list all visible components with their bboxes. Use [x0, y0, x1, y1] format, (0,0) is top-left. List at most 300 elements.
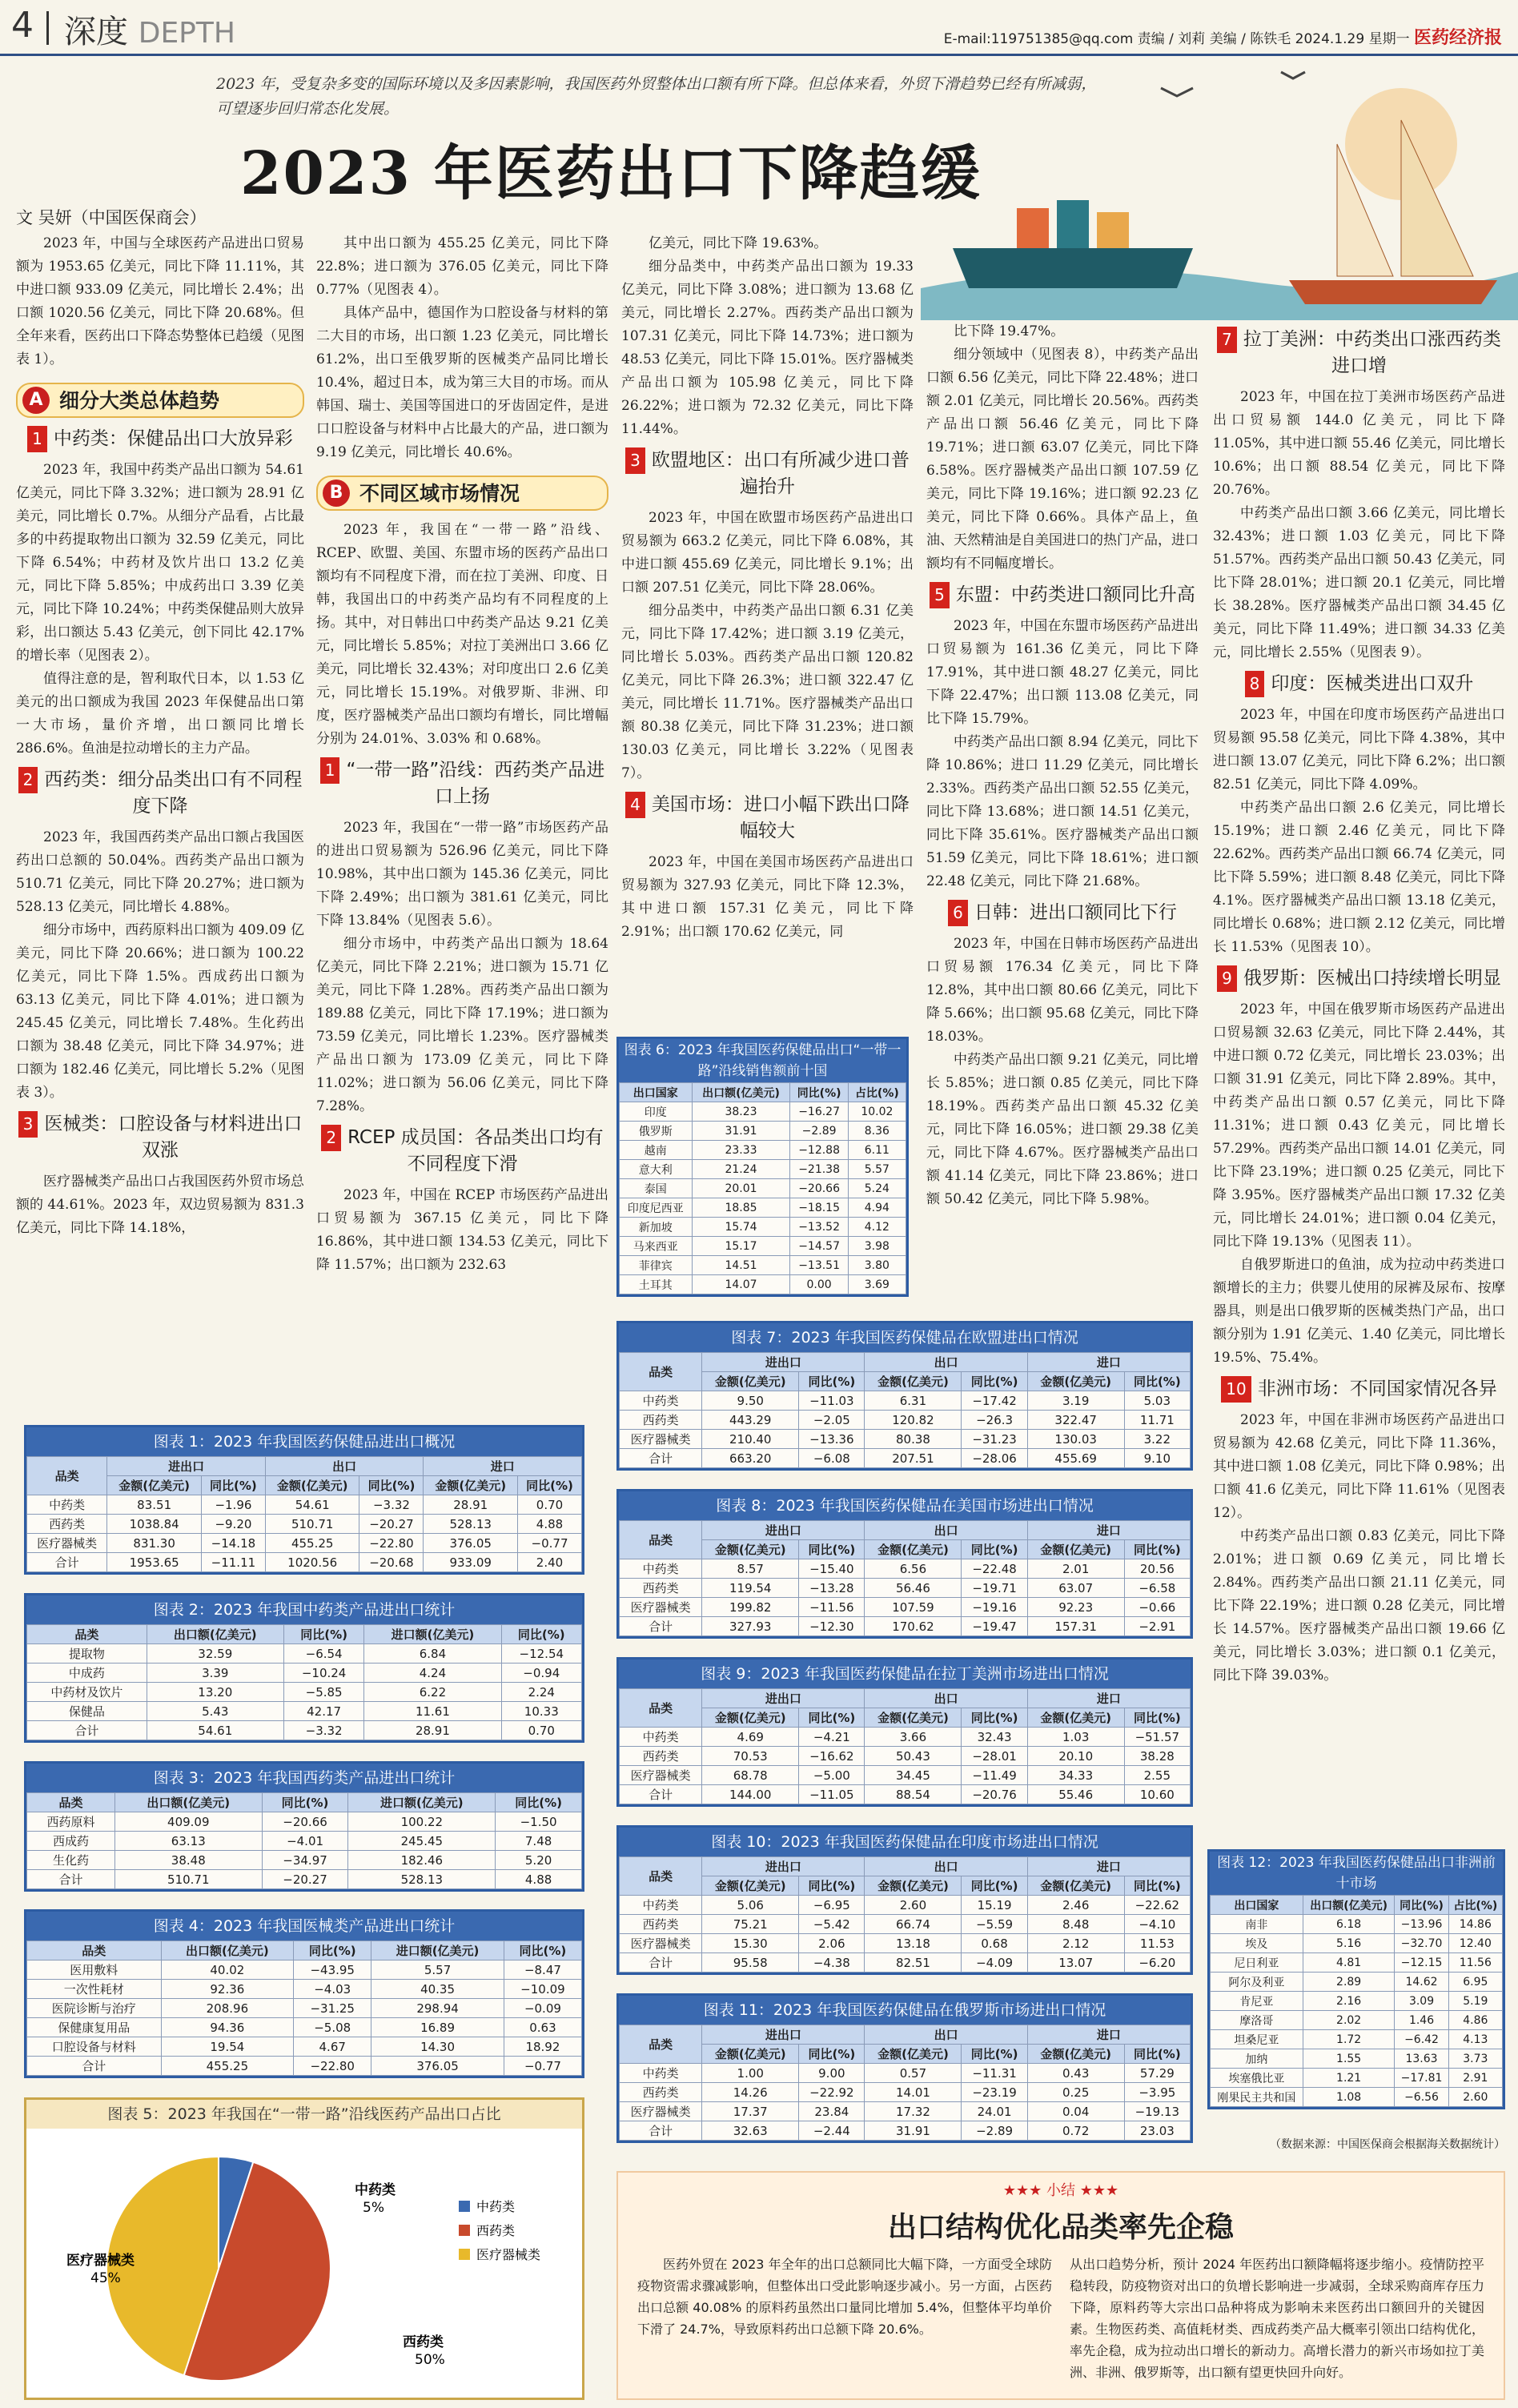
table-cell: −16.62 — [799, 1747, 865, 1766]
table-cell: −19.47 — [962, 1617, 1027, 1636]
paragraph: 细分领域中（见图表 8），中药类产品出口额 6.56 亿美元，同比下降 22.48%；进口额 2.01 亿美元，同比增长 20.56%。西药类产品出口额 56.46 亿美元，同比下降 19.71%；进口额 63.07 亿美元，同比下降 6.58%。医疗器械类产品出口额 107.59 亿美元，同比下降 19.16%；进口额 92.23 亿美元，同比下降 0.66%。具体产品上，鱼油、天然精油是自美国进口的热门产品，进口额均有不同幅度增长。 — [926, 347, 1199, 572]
table-cell: −0.66 — [1124, 1598, 1190, 1617]
lead-paragraph: 2023 年，受复杂多变的国际环境以及多因素影响，我国医药外贸整体出口额有所下降。但总体来看，外贸下滑趋势已经有所减弱，可望逐步回归常态化发展。 — [216, 75, 1097, 118]
table-cell: 55.46 — [1027, 1785, 1124, 1804]
table-cell: 327.93 — [702, 1617, 799, 1636]
table-row — [620, 1915, 1191, 1934]
table-cell: −31.25 — [294, 1999, 371, 2018]
table-cell: 南非 — [1211, 1915, 1303, 1934]
col-header: 金额(亿美元) — [1027, 2045, 1124, 2064]
table-row — [620, 1579, 1191, 1598]
table-cell: 13.20 — [147, 1683, 283, 1702]
col-header: 同比(%) — [1395, 1896, 1448, 1915]
table-cell: 207.51 — [865, 1449, 962, 1468]
table-cell: 455.25 — [161, 2057, 294, 2076]
col-header: 金额(亿美元) — [865, 1372, 962, 1391]
table-cell: −13.51 — [790, 1256, 848, 1275]
table-cell: 4.88 — [518, 1515, 582, 1534]
col-header: 进出口 — [702, 1353, 865, 1372]
table-cell: 40.35 — [371, 1980, 504, 1999]
table-cell: 2.55 — [1124, 1766, 1190, 1785]
summary-box — [616, 2171, 1505, 2400]
table-cell: 4.67 — [294, 2037, 371, 2057]
data-table — [619, 1352, 1191, 1468]
table-cell: −2.05 — [799, 1411, 865, 1430]
subheading — [926, 582, 1199, 608]
table-row — [620, 1785, 1191, 1804]
col-header: 品类 — [620, 1689, 702, 1728]
col-header: 进出口 — [702, 2025, 865, 2045]
table-cell: −0.77 — [518, 1534, 582, 1553]
paragraph: 2023 年，中国在俄罗斯市场医药产品进出口贸易额 32.63 亿美元，同比下降 2.44%，其中进口额 0.72 亿美元，同比增长 23.03%；出口额 31.91 亿美元，同比下降 2.89%。其中，中药类产品出口额 0.57 亿美元，同比下降 11.31%；进口额 0.43 亿美元，同比增长 57.29%。西药类产品出口额 14.01 亿美元，同比下降 23.19%；进口额 0.25 亿美元，同比下降 3.95%。医疗器械类产品出口额 17.32 亿美元，同比增长 24.01%；进口额 0.04 亿美元，同比下降 19.13%（见图表 11）。 — [1213, 1001, 1505, 1250]
chart-title: 图表 5：2023 年我国在“一带一路”沿线医药产品出口占比 — [26, 2100, 582, 2129]
paragraph: 医疗器械类产品出口占我国医药外贸市场总额的 44.61%。2023 年，双边贸易额为 831.3 亿美元，同比下降 14.18%， — [16, 1174, 304, 1236]
col-header: 品类 — [620, 1857, 702, 1896]
col-header: 金额(亿美元) — [702, 1876, 799, 1896]
legend-swatch — [459, 2225, 470, 2236]
table-cell: −0.94 — [501, 1664, 581, 1683]
table-cell: 120.82 — [865, 1411, 962, 1430]
paragraph: 细分品类中，中药类产品出口额为 19.33 亿美元，同比下降 3.08%；进口额为 13.68 亿美元，同比增长 2.27%。西药类产品出口额为 107.31 亿美元，同比下降 14.73%；进口额为 48.53 亿美元，同比下降 15.01%。医疗器械类产品出口额为 105.98 亿美元，同比下降 26.22%；进口额为 72.32 亿美元，同比下降 11.44%。 — [621, 259, 914, 437]
table-cell: −2.91 — [1124, 1617, 1190, 1636]
table-cell: 18.92 — [504, 2037, 581, 2057]
table-cell: 合计 — [27, 1553, 107, 1572]
table-cell: −1.96 — [201, 1495, 265, 1515]
table-row — [620, 1598, 1191, 1617]
table-cell: 2.12 — [1027, 1934, 1124, 1953]
table-cell: 1953.65 — [107, 1553, 202, 1572]
section-heading-b — [316, 476, 608, 511]
table-cell: 144.00 — [702, 1785, 799, 1804]
table-cell: 3.80 — [848, 1256, 906, 1275]
table-title: 图表 12：2023 年我国医药保健品出口非洲前十市场 — [1210, 1852, 1503, 1895]
col-header: 同比(%) — [1124, 2045, 1190, 2064]
table-title: 图表 11：2023 年我国医药保健品在俄罗斯市场进出口情况 — [619, 1996, 1191, 2025]
table-row — [620, 1141, 906, 1160]
table-cell: 66.74 — [865, 1915, 962, 1934]
table-cell: 11.71 — [1124, 1411, 1190, 1430]
legend-item: 西药类 — [476, 2223, 516, 2238]
table-row — [620, 1559, 1191, 1579]
table-cell: 28.91 — [364, 1721, 501, 1740]
table-cell: 14.51 — [692, 1256, 790, 1275]
table-row — [620, 1237, 906, 1256]
table-cell: 西药类 — [620, 1747, 702, 1766]
table-row — [1211, 1953, 1503, 1973]
table-row — [27, 1721, 582, 1740]
table-cell: −11.11 — [201, 1553, 265, 1572]
subheading — [621, 792, 914, 845]
table-row — [27, 1851, 582, 1870]
sub-text: 非洲市场：不同国家情况各异 — [1257, 1379, 1497, 1399]
table-cell: 23.84 — [799, 2102, 865, 2121]
table-cell: 0.04 — [1027, 2102, 1124, 2121]
sub-number: 5 — [930, 582, 950, 608]
page-number: 4 — [11, 5, 34, 46]
header-meta — [944, 24, 1502, 49]
table-cell: 3.73 — [1448, 2049, 1502, 2069]
table-cell: 中药类 — [27, 1495, 107, 1515]
table-cell: 西药类 — [27, 1515, 107, 1534]
col-header: 同比(%) — [496, 1793, 582, 1812]
table-row — [620, 1766, 1191, 1785]
table-cell: −14.57 — [790, 1237, 848, 1256]
table-7 — [616, 1321, 1193, 1471]
table-cell: 提取物 — [27, 1644, 147, 1664]
data-table — [26, 1940, 582, 2076]
sub-text: RCEP 成员国：各品类出口均有不同程度下滑 — [347, 1127, 604, 1174]
table-row — [27, 1961, 582, 1980]
table-cell: 5.20 — [496, 1851, 582, 1870]
table-cell: −14.18 — [201, 1534, 265, 1553]
paragraph: 2023 年，我国中药类产品出口额为 54.61 亿美元，同比下降 3.32%；进口额为 28.91 亿美元，同比增长 0.7%。从细分产品看，占比最多的中药提取物出口额为 32.59 亿美元，同比下降 6.54%；中药材及饮片出口 13.2 亿美元，同比下降 5.85%；中成药出口 3.39 亿美元，同比下降 10.24%；中药类保健品则大放异彩，出口额达 5.43 亿美元，创下同比 42.17% 的增长率（见图表 2）。 — [16, 462, 304, 664]
table-cell: −4.38 — [799, 1953, 865, 1973]
table-cell: 0.70 — [501, 1721, 581, 1740]
table-row — [620, 1896, 1191, 1915]
table-cell: −22.48 — [962, 1559, 1027, 1579]
section-heading-a — [16, 383, 304, 418]
table-cell: −2.44 — [799, 2121, 865, 2141]
data-table — [619, 1082, 906, 1294]
table-cell: 保健康复用品 — [27, 2018, 162, 2037]
table-cell: −5.08 — [294, 2018, 371, 2037]
table-1 — [24, 1425, 584, 1575]
table-cell: −6.58 — [1124, 1579, 1190, 1598]
table-cell: 24.01 — [962, 2102, 1027, 2121]
col-header: 占比(%) — [1448, 1896, 1502, 1915]
col-header: 出口国家 — [620, 1083, 693, 1102]
subheading — [1213, 671, 1505, 697]
label-western-pct: 50% — [415, 2352, 445, 2368]
table-cell: 菲律宾 — [620, 1256, 693, 1275]
table-cell: 土耳其 — [620, 1275, 693, 1294]
table-row — [620, 1275, 906, 1294]
sub-number: 7 — [1217, 327, 1237, 353]
table-row — [620, 2102, 1191, 2121]
table-12 — [1207, 1849, 1505, 2109]
table-cell: −11.05 — [799, 1785, 865, 1804]
paragraph: 2023 年，中国在日韩市场医药产品进出口贸易额 176.34 亿美元，同比下降 12.8%，其中出口额 80.66 亿美元，同比下降 5.66%；出口额 95.68 亿美元，同比下降 18.03%。 — [926, 936, 1199, 1045]
table-cell: 119.54 — [702, 1579, 799, 1598]
data-table — [26, 1624, 582, 1740]
col-header: 金额(亿美元) — [702, 1372, 799, 1391]
table-row — [620, 1160, 906, 1179]
table-cell: −4.10 — [1124, 1915, 1190, 1934]
table-cell: 32.63 — [702, 2121, 799, 2141]
table-cell: 376.05 — [371, 2057, 504, 2076]
table-cell: 6.18 — [1303, 1915, 1395, 1934]
col-header: 同比(%) — [799, 2045, 865, 2064]
table-cell: 376.05 — [424, 1534, 518, 1553]
table-cell: −3.32 — [283, 1721, 363, 1740]
col-header: 出口 — [865, 1689, 1027, 1708]
table-title: 图表 7：2023 年我国医药保健品在欧盟进出口情况 — [619, 1323, 1191, 1352]
table-cell: −34.97 — [262, 1851, 348, 1870]
sub-text: 印度：医械类进出口双升 — [1271, 673, 1474, 694]
table-6 — [616, 1037, 909, 1297]
table-cell: −12.54 — [501, 1644, 581, 1664]
table-cell: 10.33 — [501, 1702, 581, 1721]
table-row — [1211, 2069, 1503, 2088]
legend-swatch — [459, 2201, 470, 2212]
chart-5 — [24, 2097, 584, 2400]
table-cell: 31.91 — [692, 1122, 790, 1141]
paragraph: 2023 年，中国在东盟市场医药产品进出口贸易额为 161.36 亿美元，同比下降 17.91%，其中进口额 48.27 亿美元，同比下降 22.47%；出口额 113.08 亿美元，同比下降 15.79%。 — [926, 618, 1199, 727]
table-cell: 31.91 — [865, 2121, 962, 2141]
table-cell: 5.57 — [371, 1961, 504, 1980]
table-cell: 2.01 — [1027, 1559, 1124, 1579]
table-cell: 5.06 — [702, 1896, 799, 1915]
table-10 — [616, 1825, 1193, 1975]
table-cell: 42.17 — [283, 1702, 363, 1721]
col-header: 进口 — [1027, 1857, 1190, 1876]
author-line: 文 吴妍（中国医保商会） — [16, 208, 207, 227]
table-cell: 94.36 — [161, 2018, 294, 2037]
sub-text: 东盟：中药类进口额同比升高 — [955, 584, 1195, 605]
table-cell: 11.56 — [1448, 1953, 1502, 1973]
paragraph: 其中出口额为 455.25 亿美元，同比下降 22.8%；进口额为 376.05 亿美元，同比下降 0.77%（见图表 4）。 — [316, 235, 608, 298]
table-cell: 2.60 — [865, 1896, 962, 1915]
table-cell: 8.48 — [1027, 1915, 1124, 1934]
table-row — [620, 1411, 1191, 1430]
table-cell: 摩洛哥 — [1211, 2011, 1303, 2030]
col-header: 金额(亿美元) — [865, 1708, 962, 1728]
table-cell: 俄罗斯 — [620, 1122, 693, 1141]
col-header: 出口额(亿美元) — [147, 1625, 283, 1644]
table-cell: 11.61 — [364, 1702, 501, 1721]
table-cell: 新加坡 — [620, 1218, 693, 1237]
col-header: 金额(亿美元) — [1027, 1876, 1124, 1896]
table-cell: 4.86 — [1448, 2011, 1502, 2030]
table-cell: −17.81 — [1395, 2069, 1448, 2088]
table-cell: −20.27 — [359, 1515, 424, 1534]
sub-text: 西药类：细分品类出口有不同程度下降 — [44, 769, 303, 817]
col-header: 进口额(亿美元) — [348, 1793, 496, 1812]
table-row — [27, 2018, 582, 2037]
sub-number: 9 — [1217, 965, 1237, 992]
sub-number: 6 — [948, 900, 968, 926]
table-cell: 3.39 — [147, 1664, 283, 1683]
col-header: 出口 — [865, 2025, 1027, 2045]
table-cell: 38.23 — [692, 1102, 790, 1122]
table-cell: 保健品 — [27, 1702, 147, 1721]
paragraph: 细分品类中，中药类产品出口额 6.31 亿美元，同比下降 17.42%；进口额 3.19 亿美元，同比增长 5.03%。西药类产品出口额 120.82 亿美元，同比下降 26.3%；进口额 322.47 亿美元，同比增长 11.71%。医疗器械类产品出口额 80.38 亿美元，同比下降 31.23%；进口额 130.03 亿美元，同比增长 3.22%（见图表 7）。 — [621, 603, 914, 781]
data-table — [1210, 1895, 1503, 2107]
col-header: 金额(亿美元) — [702, 2045, 799, 2064]
col-header: 同比(%) — [962, 1540, 1027, 1559]
table-cell: 阿尔及利亚 — [1211, 1973, 1303, 1992]
section-en: DEPTH — [138, 17, 235, 50]
table-cell: 21.24 — [692, 1160, 790, 1179]
table-cell: 0.72 — [1027, 2121, 1124, 2141]
table-cell: 中药类 — [620, 1728, 702, 1747]
table-cell: −17.42 — [962, 1391, 1027, 1411]
table-cell: 0.57 — [865, 2064, 962, 2083]
table-cell: 210.40 — [702, 1430, 799, 1449]
table-cell: 中药类 — [620, 2064, 702, 2083]
col-header: 同比(%) — [504, 1941, 581, 1961]
table-cell: 西药类 — [620, 1579, 702, 1598]
table-cell: 0.25 — [1027, 2083, 1124, 2102]
table-cell: −3.32 — [359, 1495, 424, 1515]
col-header: 同比(%) — [1124, 1876, 1190, 1896]
legend-item: 中药类 — [476, 2199, 516, 2214]
table-cell: 4.69 — [702, 1728, 799, 1747]
table-cell: 医疗器械类 — [620, 1766, 702, 1785]
table-cell: −6.42 — [1395, 2030, 1448, 2049]
col-header: 出口 — [865, 1353, 1027, 1372]
table-cell: 中药类 — [620, 1559, 702, 1579]
legend — [459, 2199, 540, 2262]
table-cell: 57.29 — [1124, 2064, 1190, 2083]
table-cell: 6.95 — [1448, 1973, 1502, 1992]
table-cell: −22.80 — [359, 1534, 424, 1553]
table-row — [1211, 1915, 1503, 1934]
table-cell: 7.48 — [496, 1832, 582, 1851]
table-cell: 14.30 — [371, 2037, 504, 2057]
table-cell: 19.54 — [161, 2037, 294, 2057]
col-header: 同比(%) — [201, 1476, 265, 1495]
table-cell: 合计 — [620, 1617, 702, 1636]
table-cell: −28.06 — [962, 1449, 1027, 1468]
table-cell: 5.16 — [1303, 1934, 1395, 1953]
col-header: 进口 — [1027, 1521, 1190, 1540]
col-header: 进口额(亿美元) — [364, 1625, 501, 1644]
sub-number: 3 — [625, 447, 645, 474]
table-title: 图表 1：2023 年我国医药保健品进出口概况 — [26, 1427, 582, 1456]
table-cell: −9.20 — [201, 1515, 265, 1534]
table-cell: −13.96 — [1395, 1915, 1448, 1934]
table-title: 图表 6：2023 年我国医药保健品出口“一带一路”沿线销售额前十国 — [619, 1039, 906, 1082]
table-cell: −13.36 — [799, 1430, 865, 1449]
subheading — [926, 900, 1199, 926]
table-row — [27, 1812, 582, 1832]
heading-text: 不同区域市场情况 — [359, 482, 520, 505]
sub-text: 俄罗斯：医械出口持续增长明显 — [1243, 968, 1501, 989]
col-header: 进出口 — [702, 1689, 865, 1708]
table-cell: 3.66 — [865, 1728, 962, 1747]
table-cell: 医疗器械类 — [620, 1598, 702, 1617]
table-row — [27, 1534, 582, 1553]
col-header: 金额(亿美元) — [1027, 1540, 1124, 1559]
sub-text: “一带一路”沿线：西药类产品进口上扬 — [346, 760, 605, 807]
table-cell: 455.25 — [265, 1534, 359, 1553]
table-cell: 13.18 — [865, 1934, 962, 1953]
table-cell: 西药类 — [620, 2083, 702, 2102]
data-table — [26, 1792, 582, 1889]
table-row — [620, 1728, 1191, 1747]
table-cell: −21.38 — [790, 1160, 848, 1179]
label-device: 医疗器械类 — [66, 2253, 135, 2269]
paragraph: 中药类产品出口额 0.83 亿美元，同比下降 2.01%；进口额 0.69 亿美元，同比增长 2.84%。西药类产品出口额 21.11 亿美元，同比下降 22.19%；进口额 0.28 亿美元，同比增长 14.57%。医疗器械类产品出口额 19.66 亿美元，同比增长 3.03%；进口额 0.1 亿美元，同比下降 39.03%。 — [1213, 1528, 1505, 1684]
table-cell: 5.24 — [848, 1179, 906, 1198]
table-cell: 14.62 — [1395, 1973, 1448, 1992]
table-cell: 50.43 — [865, 1747, 962, 1766]
table-cell: 合计 — [620, 1449, 702, 1468]
table-cell: 5.19 — [1448, 1992, 1502, 2011]
table-cell: 83.51 — [107, 1495, 202, 1515]
table-cell: 1038.84 — [107, 1515, 202, 1534]
col-header: 进口 — [1027, 2025, 1190, 2045]
table-row — [620, 1953, 1191, 1973]
table-cell: 1.21 — [1303, 2069, 1395, 2088]
col-header: 同比(%) — [518, 1476, 582, 1495]
table-cell: 14.07 — [692, 1275, 790, 1294]
table-cell: 9.10 — [1124, 1449, 1190, 1468]
table-cell: 加纳 — [1211, 2049, 1303, 2069]
table-cell: 20.01 — [692, 1179, 790, 1198]
table-cell: −1.50 — [496, 1812, 582, 1832]
table-row — [1211, 2030, 1503, 2049]
col-header: 同比(%) — [501, 1625, 581, 1644]
label-device-pct: 45% — [90, 2270, 121, 2286]
table-cell: 合计 — [620, 1785, 702, 1804]
table-cell: 10.60 — [1124, 1785, 1190, 1804]
table-title: 图表 8：2023 年我国医药保健品在美国市场进出口情况 — [619, 1491, 1191, 1520]
table-cell: 38.28 — [1124, 1747, 1190, 1766]
paragraph: 中药类产品出口额 2.6 亿美元，同比增长 15.19%；进口额 2.46 亿美元，同比下降 22.62%。西药类产品出口额 66.74 亿美元，同比下降 5.59%；进口额 8.48 亿美元，同比下降 4.1%。医疗器械类产品出口额 13.18 亿美元，同比增长 0.68%；进口额 2.12 亿美元，同比增长 11.53%（见图表 10）。 — [1213, 800, 1505, 955]
table-cell: −11.03 — [799, 1391, 865, 1411]
table-cell: 坦桑尼亚 — [1211, 2030, 1303, 2049]
table-cell: 马来西亚 — [620, 1237, 693, 1256]
paragraph: 2023 年，中国在拉丁美洲市场医药产品进出口贸易额 144.0 亿美元，同比下降 11.05%，其中进口额 55.46 亿美元，同比增长 10.6%；出口额 88.54 亿美元，同比下降 20.76%。 — [1213, 389, 1505, 498]
table-row — [620, 1934, 1191, 1953]
table-cell: 528.13 — [424, 1515, 518, 1534]
table-cell: 14.26 — [702, 2083, 799, 2102]
table-cell: 合计 — [27, 2057, 162, 2076]
table-title: 图表 2：2023 年我国中药类产品进出口统计 — [26, 1595, 582, 1624]
table-cell: 5.03 — [1124, 1391, 1190, 1411]
table-row — [27, 1832, 582, 1851]
pie-chart — [26, 2129, 582, 2398]
table-cell: 生化药 — [27, 1851, 115, 1870]
table-cell: 831.30 — [107, 1534, 202, 1553]
table-cell: −6.56 — [1395, 2088, 1448, 2107]
table-cell: −22.80 — [294, 2057, 371, 2076]
legend-item: 医疗器械类 — [476, 2247, 541, 2262]
table-cell: 3.98 — [848, 1237, 906, 1256]
table-row — [1211, 1992, 1503, 2011]
label-tcm: 中药类 — [355, 2182, 396, 2198]
table-cell: 170.62 — [865, 1617, 962, 1636]
table-cell: −6.54 — [283, 1644, 363, 1664]
col-header: 品类 — [27, 1941, 162, 1961]
table-row — [27, 1515, 582, 1534]
sub-text: 中药类：保健品出口大放异彩 — [53, 428, 293, 449]
table-cell: 54.61 — [147, 1721, 283, 1740]
col-header: 进口 — [424, 1457, 582, 1476]
table-cell: 意大利 — [620, 1160, 693, 1179]
table-cell: 西药类 — [620, 1411, 702, 1430]
table-row — [27, 1980, 582, 1999]
col-header: 同比(%) — [1124, 1540, 1190, 1559]
table-row — [27, 1683, 582, 1702]
table-row — [620, 1218, 906, 1237]
column-5 — [1213, 320, 1505, 1841]
table-row — [27, 1553, 582, 1572]
table-cell: 合计 — [620, 2121, 702, 2141]
table-cell: 63.07 — [1027, 1579, 1124, 1598]
col-header: 同比(%) — [799, 1708, 865, 1728]
table-cell: 2.60 — [1448, 2088, 1502, 2107]
table-row — [27, 1664, 582, 1683]
table-row — [620, 1430, 1191, 1449]
table-cell: 510.71 — [265, 1515, 359, 1534]
table-cell: 2.06 — [799, 1934, 865, 1953]
table-cell: 92.36 — [161, 1980, 294, 1999]
table-row — [27, 2057, 582, 2076]
table-cell: 34.45 — [865, 1766, 962, 1785]
